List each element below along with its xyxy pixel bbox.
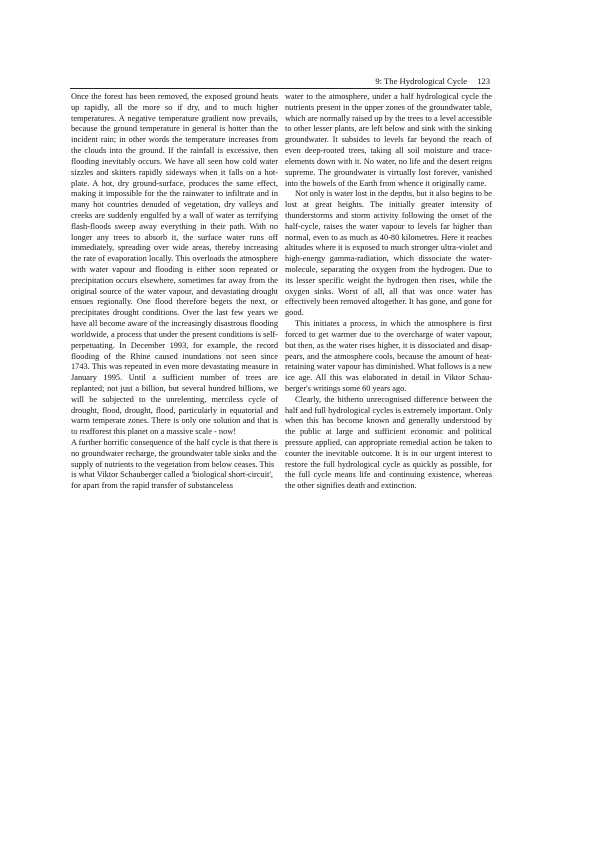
paragraph: Clearly, the hitherto unrecognised difference between the half and full hydrological cycles is extremely important. Only when this has become known and generally understood by the public at large and sufficient economic and political pressure applied, can appropriate remedial action be taken to counter the inevitable outcome. It is in our urgent interest to restore the full hydrological cycle as quickly as possible, for the full cycle means life and continuing existence, whereas the other signifies death and extinction.: [285, 394, 492, 491]
paragraph: Once the forest has been removed, the exposed ground heats up rapidly, all the more so if dry, and to much higher temperatures. A negative temperature gradient now prevails, because the ground temperature in general is hotter than the incident rain; in other words the temperature increases from the clouds into the ground. If the rainfall is excessive, then flooding inevitably occurs. We have all seen how cold water sizzles and skitters rapidly sideways when it falls on a hot-plate. A hot, dry ground-surface, produces the same effect, making it impossible for the the rainwater to infiltrate and in many hot countries denuded of vegetation, dry valleys and creeks are suddenly engulfed by a wall of water as terrifying flash-floods sweep away everything in their path. With no longer any trees to absorb it, the surface water runs off immediately, spreading over wide areas, thereby increasing the rate of evaporation locally. This overloads the atmosphere with water vapour and flooding is either soon repeated or precipitation occurs elsewhere, sometimes far away from the original source of the water vapour, and devastating drought ensues regionally. One flood therefore begets the next, or precipitates drought conditions. Over the last few years we have all become aware of the increasingly disastrous flooding worldwide, a process that under the present conditions is self-perpetuating. In December 1993, for example, the record flooding of the Rhine caused inundations not seen since 1743. This was repeated in even more devastating measure in January 1995. Until a sufficient number of trees are replanted; not just a billion, but several hundred billions, we will be subjected to the unrelenting, merciless cycle of drought, flood, drought, flood, particularly in equatorial and warm temperate zones. There is only one solution and that is to reafforest this planet on a massive scale - now!: [71, 92, 278, 437]
paragraph: A further horrific consequence of the half cycle is that there is no groundwater recharge, the groundwater table sinks and the supply of nutrients to the vegetation from below ceases. This is what Viktor Schauberger called a 'biological short-circuit', for apart from the rapid transfer of substanceless: [71, 438, 278, 491]
paragraph: Not only is water lost in the depths, but it also begins to be lost at great heights. The initially greater intensity of thunderstorms and storm activity following the onset of the half-cycle, raises the water vapour to levels far higher than normal, even to as much as 40-80 kilometres. Here it reaches altitudes where it is exposed to much stronger ultra-violet and high-energy gamma-radiation, which dissociate the water-molecule, separating the oxygen from the hydrogen. Due to its lesser specific weight the hydrogen then rises, while the oxygen sinks. Worst of all, all that was once water has effectively been removed altogether. It has gone, and gone for good.: [285, 189, 492, 318]
paragraph: This initiates a process, in which the atmosphere is first forced to get warmer due to the overcharge of water vapour, but then, as the water rises higher, it is dissociated and disappears, and the atmosphere cools, because the amount of heat-retaining water vapour has diminished. What follows is a new ice age. All this was elaborated in detail in Viktor Schauberger's writings some 60 years ago.: [285, 319, 492, 393]
header-rule: [70, 88, 490, 89]
chapter-title: 9: The Hydrological Cycle: [375, 76, 468, 86]
right-column: [285, 92, 492, 492]
left-column: [71, 92, 278, 492]
page-number: 123: [477, 76, 490, 86]
running-header: [375, 76, 490, 86]
paragraph: water to the atmosphere, under a half hydrological cycle the nutrients present in the upper zones of the groundwater table, which are normally raised up by the trees to a level accessible to other lesser plants, are left below and sink with the sinking groundwater. It subsides to levels far beyond the reach of even deep-rooted trees, taking all soil moisture and trace-elements down with it. No water, no life and the desert reigns supreme. The groundwater is virtually lost forever, vanished into the bowels of the Earth from whence it originally came.: [285, 92, 492, 188]
